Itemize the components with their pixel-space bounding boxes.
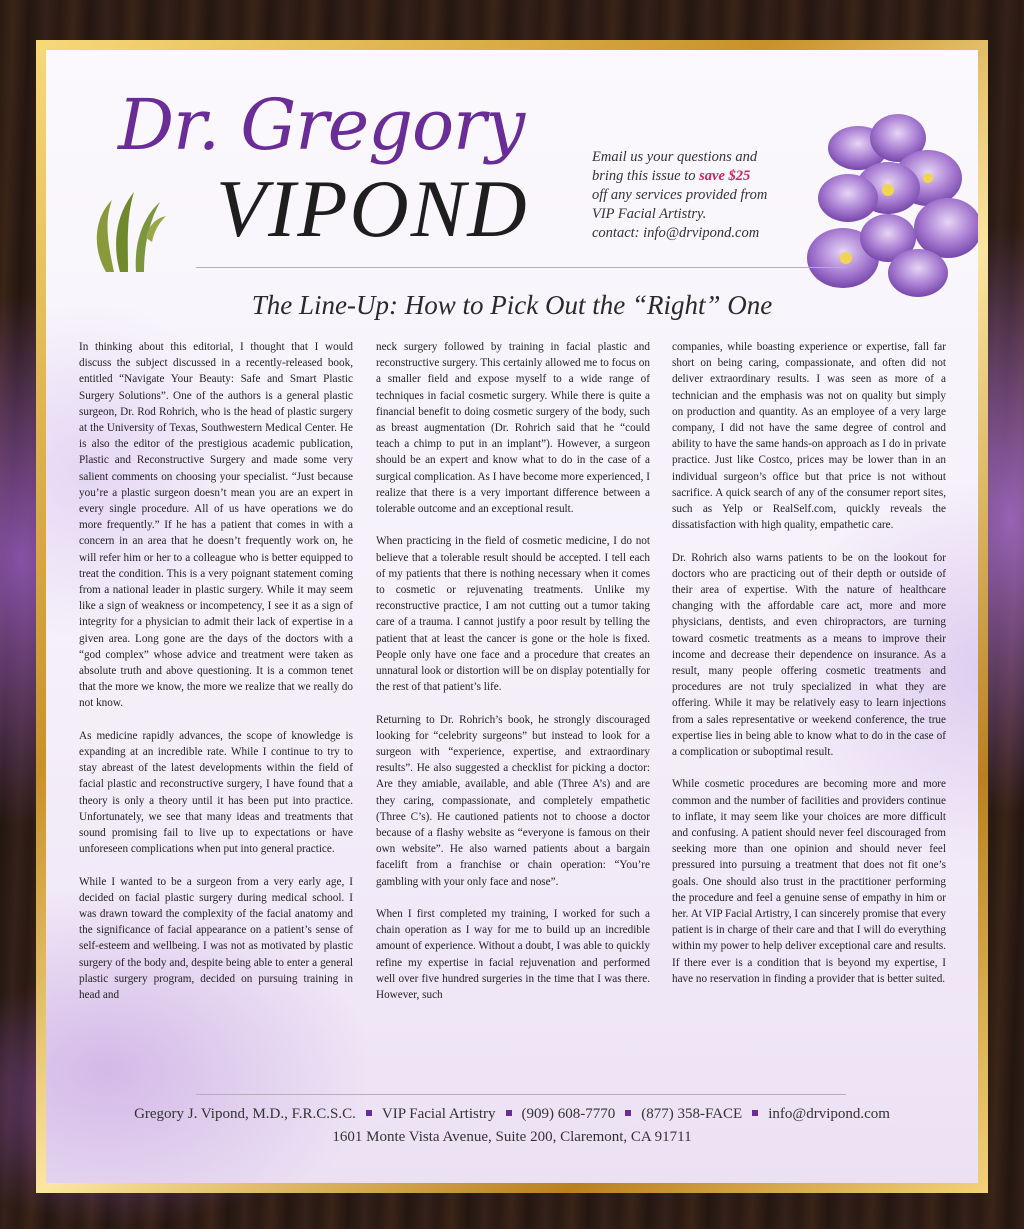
paragraph: In thinking about this editorial, I thought that I would discuss the subject discussed in a recently-released book, entitled “Navigate Your Beauty: Safe and Smart Plastic Surgery Solutions”. One of the authors is a general plastic surgeon, Dr. Rod Rohrich, who is the head of plastic surgery at the University of Texas, Southwestern Medical Center. He is also the editor of the prestigious academic publication, Plastic and Reconstructive Surgery and made some very salient comments on choosing your specialist. “Just because you’re a plastic surgeon doesn’t mean you are an expert in every single procedure. All of us have operations we do more frequently.” If he has a patient that comes in with a concern in an area that he doesn’t frequently work on, he will refer him or her to a colleague who is better equipped to treat the condition. This is a very poignant statement coming from a national leader in plastic surgery. While it may seem like a sign of weakness or incompetency, I see it as a sign of integrity for a physician to admit their lack of expertise in a given area. Long gone are the days of the doctors with a “god complex” whose advice and treatment were taken as absolute truth and above questioning. It is a common tenet that the more we know, the more we realize that we really do not know. <box>79 341 353 710</box>
paragraph: Dr. Rohrich also warns patients to be on the lookout for doctors who are practicing out of their depth or outside of their area of expertise. With the nature of healthcare changing with the affordable care act, more and more physicians, dentists, and even chiropractors, are turning toward cosmetic treatments as a means to improve their income and decrease their dependence on insurance. As a result, many people offering cosmetic treatments and procedures are not truly specialized in what they are offering. While it may be relatively easy to learn injections from a sales representative or weekend conference, the true expertise lies in being able to know what to do in the case of a complication or suboptimal result. <box>672 551 946 759</box>
paragraph: Returning to Dr. Rohrich’s book, he strongly discouraged looking for “celebrity surgeons” but instead to look for a surgeon with “experience, expertise, and extraordinary results”. He also suggested a checklist for picking a doctor: Are they amiable, available, and able (Three A’s) and are they caring, compassionate, and completely empathetic (Three C’s). He cautioned patients not to choose a doctor because of a flashy website as “everyone is famous on their own website”. He also warned patients about a bargain facelift from a franchise or chain operation: “You’re gambling with your only face and nose”. <box>376 713 650 888</box>
violet-flowers-image <box>788 108 978 308</box>
footer-address: 1601 Monte Vista Avenue, Suite 200, Claremont, CA 91711 <box>332 1129 692 1145</box>
bullet-square-icon <box>506 1110 512 1116</box>
bullet-square-icon <box>625 1110 631 1116</box>
footer-doctor-name: Gregory J. Vipond, M.D., F.R.C.S.C. <box>134 1106 356 1122</box>
promo-line-2 <box>592 167 792 186</box>
paragraph: companies, while boasting experience or expertise, fall far short on being caring, compassionate, and often did not deliver extraordinary results. I was seen as more of a technician and the emphasis was not on quality but simply on production and quantity. As an employee of a very large company, I did not have the same degree of control and ability to have the same hands-on approach as I do in private practice. Just like Costco, prices may be lower than in an individual surgeon’s office but that price is not without sacrifice. A quick search of any of the consumer report sites, such as Yelp or RealSelf.com, quickly reveals the dissatisfaction with high quality, empathetic care. <box>672 341 946 532</box>
paragraph: When practicing in the field of cosmetic medicine, I do not believe that a tolerable result should be accepted. I tell each of my patients that there is nothing necessary when it comes to cosmetic or rejuvenating treatments. Unlike my reconstructive practice, I am not cutting out a tumor taking care of a trauma. I cannot justify a poor result by telling the patient that at least the cancer is gone or the hole is fixed. People only have one face and a procedure that creates an unnatural look or distortion will be on display potentially for the rest of that patient’s life. <box>376 535 650 694</box>
article-column-2 <box>376 339 650 1019</box>
paragraph: While I wanted to be a surgeon from a very early age, I decided on facial plastic surgery during medical school. I was drawn toward the complexity of the facial anatomy and the significance of facial appearance on a patient’s sense of self-esteem and wellbeing. I was not as motivated by plastic surgery of the body and, despite being able to enter a general plastic surgery program, decided on pursuing training in head and <box>79 875 353 1002</box>
footer-email[interactable]: info@drvipond.com <box>768 1106 890 1122</box>
footer-practice: VIP Facial Artistry <box>381 1106 496 1122</box>
footer-divider <box>196 1094 846 1095</box>
promo-line-3: off any services provided from <box>592 187 768 203</box>
leaf-logo-icon <box>86 178 172 274</box>
paragraph: neck surgery followed by training in facial plastic and reconstructive surgery. This certainly allowed me to focus on a smaller field and expose myself to a wide range of techniques in facial cosmetic surgery. While there is quite a financial benefit to doing cosmetic surgery of the body, such as breast augmentation (Dr. Rohrich said that he “could teach a chimp to put in an implant”). However, a surgeon should be an expert and know what to do in the case of a surgical complication. As I have become more experienced, I realize that there is a very important difference between a tolerable outcome and an exceptional result. <box>376 341 650 516</box>
gold-frame <box>36 40 988 1193</box>
bullet-square-icon <box>752 1110 758 1116</box>
header-divider <box>196 267 846 268</box>
promo-line-4: VIP Facial Artistry. <box>592 206 707 222</box>
promo-line-2-text: bring this issue to <box>592 168 700 184</box>
paragraph: As medicine rapidly advances, the scope of knowledge is expanding at an incredible rate. While I continue to try to stay abreast of the latest developments within the field of facial plastic and reconstructive surgery, I have found that a theory is only a theory until it has been put into practice. Unfortunately, we see that many ideas and treatments that sound promising fail to live up to expectations or have unforeseen complications when put into general practice. <box>79 729 353 856</box>
promo-line-1: Email us your questions and <box>592 149 758 165</box>
paragraph: When I first completed my training, I worked for such a chain operation as I way for me to build up an incredible amount of experience. Without a doubt, I was able to quickly refine my expertise in facial rejuvenation and performed well over five hundred surgeries in the time that I was there. However, such <box>376 908 650 1002</box>
article-column-1 <box>79 339 353 1019</box>
paragraph: While cosmetic procedures are becoming more and more common and the number of facilities and providers continue to inflate, it may seem like your choices are more difficult and confusing. A patient should never feel discouraged from seeking more than one opinion and should never feel pressured into pursuing a treatment that does not fit one’s goals. One should also trust in the practitioner performing the procedure and feel a genuine sense of empathy in him or her. At VIP Facial Artistry, I can sincerely promise that every patient is in charge of their care and that I will do everything within my power to help deliver exceptional care and results. If there ever is a condition that is beyond my expertise, I have no reservation in finding a provider that is better suited. <box>672 778 946 985</box>
footer-phone-2[interactable]: (877) 358-FACE <box>641 1106 743 1122</box>
promo-text <box>592 148 792 243</box>
promo-contact[interactable]: contact: info@drvipond.com <box>592 225 760 241</box>
article-column-3 <box>672 339 946 1003</box>
bullet-square-icon <box>366 1110 372 1116</box>
promo-highlight: save $25 <box>699 168 751 184</box>
article-headline: The Line-Up: How to Pick Out the “Right” One <box>251 290 773 320</box>
footer-phone-1[interactable]: (909) 608-7770 <box>521 1106 616 1122</box>
editorial-page <box>46 50 978 1183</box>
logo-name-first: Dr. Gregory <box>118 84 525 166</box>
logo-name-last: VIPOND <box>216 163 529 254</box>
footer-contact-line <box>46 1106 978 1123</box>
